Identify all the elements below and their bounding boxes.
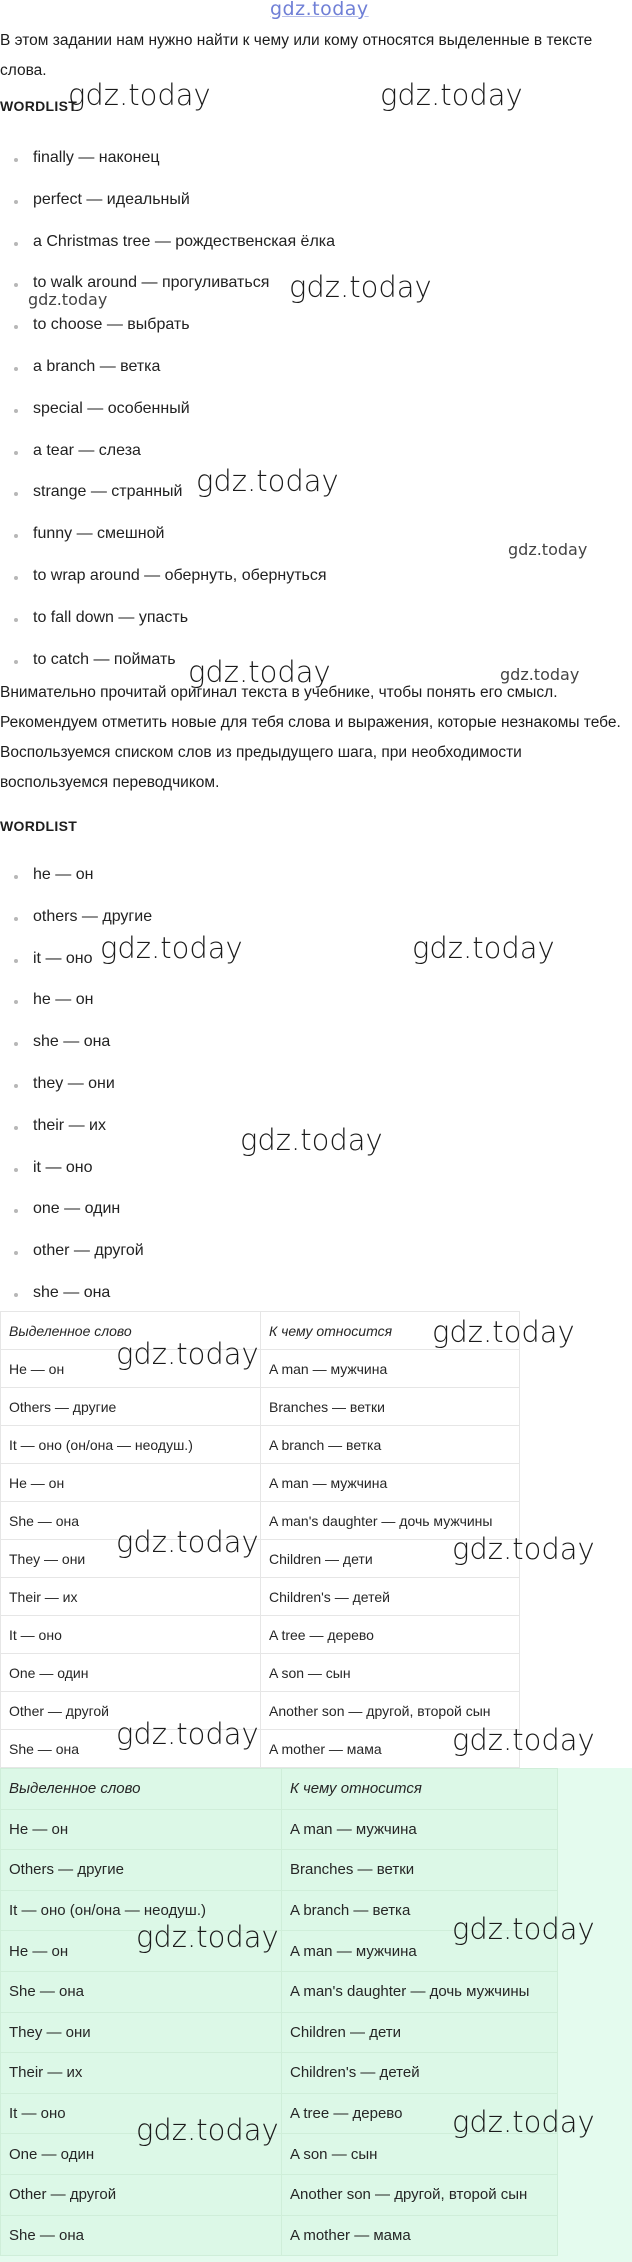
bullet-icon xyxy=(14,1000,18,1004)
table-row xyxy=(1,1464,520,1502)
watermark: gdz.today xyxy=(500,665,580,684)
watermark: gdz.today xyxy=(508,540,588,559)
refers-to-cell: A man — мужчина xyxy=(261,1350,520,1388)
bullet-icon xyxy=(14,1168,18,1172)
bullet-icon xyxy=(14,283,18,287)
list-item-text: to walk around — прогуливаться xyxy=(33,274,270,292)
refers-to-cell: A man's daughter — дочь мужчины xyxy=(282,1971,558,2012)
refers-to-cell: Branches — ветки xyxy=(261,1388,520,1426)
watermark: gdz.today xyxy=(100,931,243,965)
highlighted-answer-table xyxy=(0,1768,558,2256)
refers-to-cell: A man — мужчина xyxy=(282,1931,558,1972)
refers-to-cell: A mother — мама xyxy=(282,2215,558,2256)
list-item-text: he — он xyxy=(33,866,94,883)
bullet-icon xyxy=(14,959,18,963)
bullet-icon xyxy=(14,158,18,162)
table-row xyxy=(1,1890,558,1931)
highlighted-word-cell: Their — их xyxy=(1,2053,282,2094)
site-logo[interactable]: gdz.today xyxy=(270,0,369,20)
watermark: gdz.today xyxy=(196,464,339,498)
refers-to-cell: A mother — мама xyxy=(261,1730,520,1768)
wordlist-heading-1: WORDLIST xyxy=(0,98,78,114)
watermark: gdz.today xyxy=(116,1717,259,1751)
watermark: gdz.today xyxy=(136,1920,279,1954)
bullet-icon xyxy=(14,1251,18,1255)
refers-to-cell: A son — сын xyxy=(282,2134,558,2175)
refers-to-cell: A branch — ветка xyxy=(282,1890,558,1931)
instruction-text: Внимательно прочитай оригинал текста в учебнике, чтобы понять его смысл. Рекомендуем отметить новые для тебя слова и выражения, которые незнакомы тебе. Воспользуемся списком слов из предыдущего шага, при необходимости воспользуемся переводчиком. xyxy=(0,684,621,791)
watermark: gdz.today xyxy=(452,1723,595,1757)
highlighted-word-cell: They — они xyxy=(1,2012,282,2053)
watermark: gdz.today xyxy=(452,1912,595,1946)
highlighted-word-cell: He — он xyxy=(1,1350,261,1388)
highlighted-word-cell: He — он xyxy=(1,1464,261,1502)
highlighted-word-cell: It — оно xyxy=(1,1616,261,1654)
table-row xyxy=(1,1654,520,1692)
list-item-text: to catch — поймать xyxy=(33,650,176,668)
bullet-icon xyxy=(14,242,18,246)
highlighted-word-cell: He — он xyxy=(1,1809,282,1850)
highlighted-word-cell: She — она xyxy=(1,2215,282,2256)
highlighted-word-cell: One — один xyxy=(1,1654,261,1692)
bullet-icon xyxy=(14,451,18,455)
highlighted-word-cell: It — оно (он/она — неодуш.) xyxy=(1,1426,261,1464)
list-item-text: a tear — слеза xyxy=(33,441,141,459)
refers-to-cell: Another son — другой, второй сын xyxy=(261,1692,520,1730)
list-item-text: a Christmas tree — рождественская ёлка xyxy=(33,232,336,250)
list-item-text: other — другой xyxy=(33,1242,144,1260)
highlighted-word-cell: Others — другие xyxy=(1,1388,261,1426)
list-item-text: special — особенный xyxy=(33,399,190,417)
list-item-text: it — оно xyxy=(33,1158,93,1176)
table-row xyxy=(1,1931,558,1972)
table-row xyxy=(1,1809,558,1850)
bullet-icon xyxy=(14,200,18,204)
bullet-icon xyxy=(14,409,18,413)
highlighted-word-cell: It — оно (он/она — неодуш.) xyxy=(1,1890,282,1931)
watermark: gdz.today xyxy=(412,931,555,965)
table-row xyxy=(1,2215,558,2256)
table-row xyxy=(1,1388,520,1426)
table-row xyxy=(1,1540,520,1578)
watermark: gdz.today xyxy=(452,2105,595,2139)
watermark: gdz.today xyxy=(116,1337,259,1371)
table-row xyxy=(1,1578,520,1616)
wordlist-heading-2: WORDLIST xyxy=(0,818,78,834)
list-item-text: she — она xyxy=(33,1284,111,1301)
table-header-word: Выделенное слово xyxy=(1,1312,261,1350)
bullet-icon xyxy=(14,875,18,879)
watermark: gdz.today xyxy=(116,1525,259,1559)
bullet-icon xyxy=(14,1042,18,1046)
watermark: gdz.today xyxy=(432,1315,575,1349)
highlighted-word-cell: Others — другие xyxy=(1,1850,282,1891)
refers-to-cell: A son — сын xyxy=(261,1654,520,1692)
list-item-text: others — другие xyxy=(33,907,153,925)
bullet-icon xyxy=(14,1126,18,1130)
table-row xyxy=(1,1971,558,2012)
bullet-icon xyxy=(14,325,18,329)
refers-to-cell: Children — дети xyxy=(282,2012,558,2053)
watermark: gdz.today xyxy=(380,78,523,112)
list-item-text: their — их xyxy=(33,1116,106,1134)
table-row xyxy=(1,2174,558,2215)
watermark: gdz.today xyxy=(136,2113,279,2147)
refers-to-cell: A man — мужчина xyxy=(261,1464,520,1502)
refers-to-cell: Branches — ветки xyxy=(282,1850,558,1891)
watermark: gdz.today xyxy=(188,655,331,689)
refers-to-cell: A tree — дерево xyxy=(282,2093,558,2134)
watermark: gdz.today xyxy=(452,1532,595,1566)
watermark: gdz.today xyxy=(289,270,432,304)
list-item-text: strange — странный xyxy=(33,483,183,501)
refers-to-cell: Another son — другой, второй сын xyxy=(282,2174,558,2215)
list-item-text: to choose — выбрать xyxy=(33,316,190,334)
list-item-text: he — он xyxy=(33,991,94,1009)
table-row xyxy=(1,1350,520,1388)
table-row xyxy=(1,1616,520,1654)
table-row xyxy=(1,2053,558,2094)
bullet-icon xyxy=(14,618,18,622)
watermark: gdz.today xyxy=(240,1123,383,1157)
bullet-icon xyxy=(14,534,18,538)
refers-to-cell: A branch — ветка xyxy=(261,1426,520,1464)
highlighted-word-cell: He — он xyxy=(1,1931,282,1972)
list-item-text: finally — наконец xyxy=(33,149,160,166)
bullet-icon xyxy=(14,1084,18,1088)
highlighted-word-cell: She — она xyxy=(1,1730,261,1768)
refers-to-cell: A man's daughter — дочь мужчины xyxy=(261,1502,520,1540)
table-header-refers: К чему относится xyxy=(282,1769,558,1810)
refers-to-cell: A tree — дерево xyxy=(261,1616,520,1654)
bullet-icon xyxy=(14,1209,18,1213)
list-item-text: to wrap around — обернуть, обернуться xyxy=(33,567,327,584)
highlighted-word-cell: One — один xyxy=(1,2134,282,2175)
intro-text: В этом задании нам нужно найти к чему или кому относятся выделенные в тексте слова. xyxy=(0,32,593,79)
list-item-text: she — она xyxy=(33,1033,111,1051)
table-row xyxy=(1,2134,558,2175)
table-row xyxy=(1,1850,558,1891)
table-row xyxy=(1,2012,558,2053)
table-row xyxy=(1,1426,520,1464)
watermark: gdz.today xyxy=(28,290,108,309)
list-item-text: funny — смешной xyxy=(33,525,165,543)
bullet-icon xyxy=(14,576,18,580)
refers-to-cell: Children — дети xyxy=(261,1540,520,1578)
table-header-word: Выделенное слово xyxy=(1,1769,282,1810)
list-item-text: it — оно xyxy=(33,949,93,967)
highlighted-word-cell: She — она xyxy=(1,1502,261,1540)
table-row xyxy=(1,2093,558,2134)
highlighted-word-cell: It — оно xyxy=(1,2093,282,2134)
highlighted-word-cell: Other — другой xyxy=(1,2174,282,2215)
highlighted-word-cell: Other — другой xyxy=(1,1692,261,1730)
list-item-text: they — они xyxy=(33,1075,115,1092)
refers-to-cell: A man — мужчина xyxy=(282,1809,558,1850)
list-item-text: one — один xyxy=(33,1200,121,1218)
bullet-icon xyxy=(14,492,18,496)
refers-to-cell: Children's — детей xyxy=(261,1578,520,1616)
watermark: gdz.today xyxy=(68,78,211,112)
highlighted-word-cell: She — она xyxy=(1,1971,282,2012)
list-item-text: to fall down — упасть xyxy=(33,608,189,626)
bullet-icon xyxy=(14,1293,18,1297)
table-row xyxy=(1,1502,520,1540)
highlighted-word-cell: They — они xyxy=(1,1540,261,1578)
list-item-text: a branch — ветка xyxy=(33,358,161,375)
refers-to-cell: Children's — детей xyxy=(282,2053,558,2094)
highlighted-word-cell: Their — их xyxy=(1,1578,261,1616)
bullet-icon xyxy=(14,917,18,921)
bullet-icon xyxy=(14,367,18,371)
table-header-refers: К чему относится xyxy=(261,1312,520,1350)
list-item-text: perfect — идеальный xyxy=(33,190,190,208)
table-row xyxy=(1,1730,520,1768)
answer-table xyxy=(0,1311,520,1768)
bullet-icon xyxy=(14,660,18,664)
table-row xyxy=(1,1692,520,1730)
